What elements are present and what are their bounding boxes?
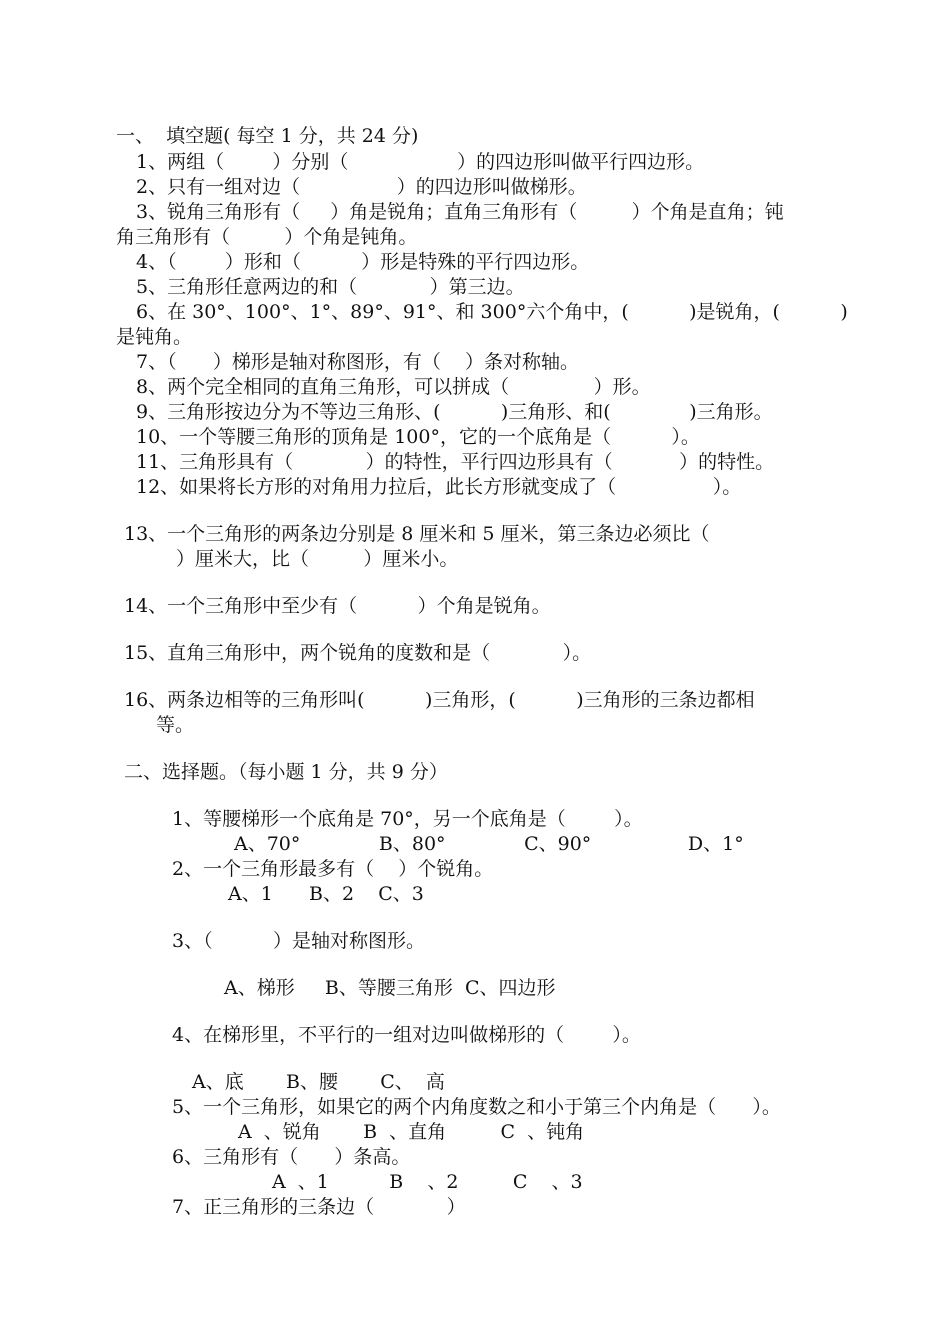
section1-title: 一、 填空题( 每空 1 分，共 24 分): [116, 125, 419, 147]
question-line: 等。: [156, 714, 195, 736]
question-line: 3、（ ）是轴对称图形。: [172, 930, 425, 952]
option-line: A 、锐角 B 、直角 C 、钝角: [238, 1121, 585, 1143]
question-line: 6、三角形有（ ）条高。: [172, 1146, 411, 1168]
question-line: 15、直角三角形中，两个锐角的度数和是（ ）。: [124, 642, 592, 664]
question-line: 10、一个等腰三角形的顶角是 100°，它的一个底角是（ ）。: [136, 426, 700, 448]
option-line: A、1 B、2 C、3: [228, 883, 424, 905]
question-line: 5、三角形任意两边的和（ ）第三边。: [136, 276, 525, 298]
question-line: 8、两个完全相同的直角三角形，可以拼成（ ）形。: [136, 376, 651, 398]
question-line: 14、一个三角形中至少有（ ）个角是锐角。: [124, 595, 551, 617]
question-line: 7、正三角形的三条边（ ）: [172, 1196, 466, 1218]
question-line: 4、（ ）形和（ ）形是特殊的平行四边形。: [136, 251, 590, 273]
question-line: 12、如果将长方形的对角用力拉后，此长方形就变成了（ ）。: [136, 476, 742, 498]
question-line: 1、两组（ ）分别（ ）的四边形叫做平行四边形。: [136, 151, 705, 173]
option-line: A、70° B、80° C、90° D、1°: [234, 833, 744, 855]
question-line: 7、（ ）梯形是轴对称图形，有（ ）条对称轴。: [136, 351, 579, 373]
question-line: 角三角形有（ ）个角是钝角。: [116, 226, 418, 248]
question-line: 11、三角形具有（ ）的特性，平行四边形具有（ ）的特性。: [136, 451, 775, 473]
question-line: 2、一个三角形最多有（ ）个锐角。: [172, 858, 494, 880]
question-line: 5、一个三角形，如果它的两个内角度数之和小于第三个内角是（ ）。: [172, 1096, 781, 1118]
question-line: ）厘米大，比（ ）厘米小。: [176, 548, 459, 570]
section2-title: 二、选择题。（每小题 1 分，共 9 分）: [124, 761, 448, 783]
question-line: 是钝角。: [116, 326, 193, 348]
option-line: A 、1 B 、2 C 、3: [272, 1171, 583, 1193]
question-line: 9、三角形按边分为不等边三角形、( )三角形、和( )三角形。: [136, 401, 773, 423]
question-line: 13、一个三角形的两条边分别是 8 厘米和 5 厘米，第三条边必须比（: [124, 523, 710, 545]
option-line: A、梯形 B、等腰三角形 C、四边形: [224, 977, 556, 999]
question-line: 2、只有一组对边（ ）的四边形叫做梯形。: [136, 176, 587, 198]
question-line: 6、在 30°、100°、1°、89°、91°、和 300°六个角中，( )是锐角，( ): [136, 301, 848, 323]
question-line: 3、锐角三角形有（ ）角是锐角；直角三角形有（ ）个角是直角；钝: [136, 201, 784, 223]
option-line: A、底 B、腰 C、 高: [192, 1071, 445, 1093]
question-line: 4、在梯形里，不平行的一组对边叫做梯形的（ ）。: [172, 1024, 641, 1046]
question-line: 1、等腰梯形一个底角是 70°，另一个底角是（ ）。: [172, 808, 643, 830]
question-line: 16、两条边相等的三角形叫( )三角形，( )三角形的三条边都相: [124, 689, 755, 711]
